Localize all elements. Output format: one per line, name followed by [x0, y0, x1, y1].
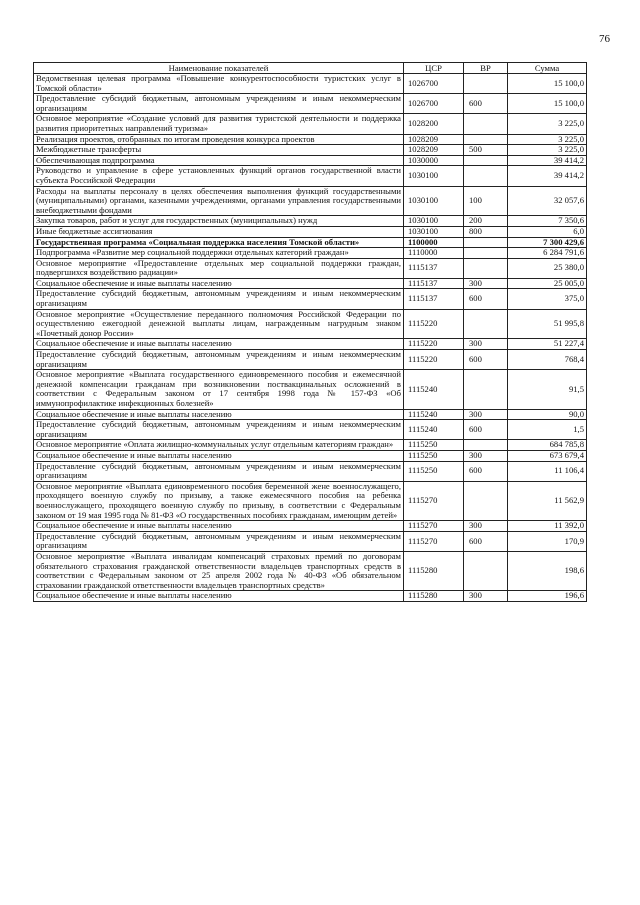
table-row — [34, 186, 587, 216]
cell-csr: 1030100 — [404, 226, 464, 237]
cell-csr: 1115240 — [404, 409, 464, 420]
budget-table — [33, 62, 587, 602]
cell-csr: 1115250 — [404, 450, 464, 461]
cell-name: Предоставление субсидий бюджетным, автономным учреждениям и иным некоммерческим организациям — [34, 289, 404, 309]
cell-name: Основное мероприятие «Осуществление переданного полномочия Российской Федерации по осуществлению ежегодной денежной выплаты лицам, награжденным нагрудным знаком «Почетный донор России» — [34, 309, 404, 339]
cell-sum: 3 225,0 — [508, 134, 587, 145]
cell-csr: 1115240 — [404, 420, 464, 440]
cell-vr: 800 — [464, 226, 508, 237]
table-row — [34, 481, 587, 520]
cell-sum: 375,0 — [508, 289, 587, 309]
table-row — [34, 216, 587, 227]
cell-sum: 11 562,9 — [508, 481, 587, 520]
cell-vr: 300 — [464, 591, 508, 602]
cell-sum: 11 392,0 — [508, 521, 587, 532]
table-header-row — [34, 63, 587, 74]
cell-csr: 1030100 — [404, 166, 464, 186]
cell-name: Предоставление субсидий бюджетным, автономным учреждениям и иным некоммерческим организациям — [34, 420, 404, 440]
cell-vr: 300 — [464, 339, 508, 350]
cell-name: Предоставление субсидий бюджетным, автономным учреждениям и иным некоммерческим организациям — [34, 350, 404, 370]
cell-sum: 768,4 — [508, 350, 587, 370]
cell-csr: 1115270 — [404, 521, 464, 532]
cell-sum: 673 679,4 — [508, 450, 587, 461]
cell-sum: 198,6 — [508, 551, 587, 590]
cell-vr: 200 — [464, 216, 508, 227]
cell-sum: 32 057,6 — [508, 186, 587, 216]
cell-csr: 1028209 — [404, 145, 464, 156]
cell-vr: 300 — [464, 521, 508, 532]
cell-vr — [464, 114, 508, 134]
table-row — [34, 350, 587, 370]
cell-sum: 1,5 — [508, 420, 587, 440]
cell-vr — [464, 166, 508, 186]
cell-name: Социальное обеспечение и иные выплаты населению — [34, 450, 404, 461]
cell-name: Реализация проектов, отобранных по итогам проведения конкурса проектов — [34, 134, 404, 145]
header-sum: Сумма — [508, 63, 587, 74]
cell-csr: 1115220 — [404, 339, 464, 350]
table-row — [34, 145, 587, 156]
cell-sum: 90,0 — [508, 409, 587, 420]
cell-sum: 6 284 791,6 — [508, 248, 587, 259]
table-row — [34, 461, 587, 481]
cell-sum: 7 300 429,6 — [508, 237, 587, 248]
cell-vr: 300 — [464, 409, 508, 420]
cell-name: Расходы на выплаты персоналу в целях обеспечения выполнения функций государственными (муниципальными) органами, казенными учреждениями, органами управления государственными внебюджетными фондами — [34, 186, 404, 216]
cell-csr: 1115270 — [404, 481, 464, 520]
cell-sum: 3 225,0 — [508, 114, 587, 134]
cell-name: Основное мероприятие «Выплата единовременного пособия беременной жене военнослужащего, проходящего военную службу по призыву, а также ежемесячного пособия на ребенка военнослужащего, проходящего военную службу по призыву, в соответствии с Федеральным законом от 19 мая 1995 года № 81-ФЗ «О государственных пособиях гражданам, имеющим детей» — [34, 481, 404, 520]
cell-vr: 500 — [464, 145, 508, 156]
cell-sum: 91,5 — [508, 370, 587, 409]
cell-sum: 25 005,0 — [508, 278, 587, 289]
cell-sum: 11 106,4 — [508, 461, 587, 481]
cell-csr: 1115280 — [404, 551, 464, 590]
cell-vr — [464, 258, 508, 278]
cell-name: Руководство и управление в сфере установленных функций органов государственной власти субъекта Российской Федерации — [34, 166, 404, 186]
cell-vr: 600 — [464, 94, 508, 114]
cell-name: Закупка товаров, работ и услуг для государственных (муниципальных) нужд — [34, 216, 404, 227]
table-row — [34, 248, 587, 259]
table-row — [34, 370, 587, 409]
cell-name: Предоставление субсидий бюджетным, автономным учреждениям и иным некоммерческим организациям — [34, 94, 404, 114]
cell-sum: 7 350,6 — [508, 216, 587, 227]
header-csr: ЦСР — [404, 63, 464, 74]
cell-csr: 1115137 — [404, 289, 464, 309]
table-row — [34, 289, 587, 309]
cell-name: Основное мероприятие «Выплата государственного единовременного пособия и ежемесячной денежной компенсации гражданам при возникновении поствакцинальных осложнений в соответствии с Федеральным законом от 17 сентября 1998 года № 157-ФЗ «Об иммунопрофилактике инфекционных болезней» — [34, 370, 404, 409]
header-vr: ВР — [464, 63, 508, 74]
cell-vr: 600 — [464, 420, 508, 440]
cell-vr — [464, 134, 508, 145]
table-row — [34, 155, 587, 166]
cell-name: Социальное обеспечение и иные выплаты населению — [34, 278, 404, 289]
cell-name: Основное мероприятие «Оплата жилищно-коммунальных услуг отдельным категориям граждан» — [34, 440, 404, 451]
cell-sum: 684 785,8 — [508, 440, 587, 451]
cell-sum: 39 414,2 — [508, 166, 587, 186]
cell-name: Основное мероприятие «Предоставление отдельных мер социальной поддержки граждан, подвергшихся воздействию радиации» — [34, 258, 404, 278]
cell-name: Межбюджетные трансферты — [34, 145, 404, 156]
cell-name: Основное мероприятие «Выплата инвалидам компенсаций страховых премий по договорам обязательного страхования гражданской ответственности владельцев транспортных средств в соответствии с Федеральным законом от 25 апреля 2002 года № 40-ФЗ «Об обязательном страховании гражданской ответственности владельцев транспортных средств» — [34, 551, 404, 590]
table-row — [34, 166, 587, 186]
cell-vr: 600 — [464, 531, 508, 551]
cell-csr: 1030000 — [404, 155, 464, 166]
cell-vr: 300 — [464, 278, 508, 289]
cell-vr — [464, 440, 508, 451]
table-row — [34, 440, 587, 451]
cell-sum: 25 380,0 — [508, 258, 587, 278]
table-row — [34, 531, 587, 551]
cell-csr: 1028209 — [404, 134, 464, 145]
cell-csr: 1026700 — [404, 74, 464, 94]
table-row — [34, 591, 587, 602]
cell-csr: 1115250 — [404, 461, 464, 481]
table-row — [34, 226, 587, 237]
header-name: Наименование показателей — [34, 63, 404, 74]
table-row — [34, 237, 587, 248]
table-row — [34, 339, 587, 350]
cell-csr: 1110000 — [404, 248, 464, 259]
cell-vr: 600 — [464, 350, 508, 370]
cell-sum: 51 227,4 — [508, 339, 587, 350]
page-number: 76 — [599, 33, 610, 45]
cell-name: Социальное обеспечение и иные выплаты населению — [34, 591, 404, 602]
cell-name: Предоставление субсидий бюджетным, автономным учреждениям и иным некоммерческим организациям — [34, 531, 404, 551]
table-row — [34, 278, 587, 289]
cell-sum: 3 225,0 — [508, 145, 587, 156]
cell-name: Социальное обеспечение и иные выплаты населению — [34, 339, 404, 350]
cell-name: Ведомственная целевая программа «Повышение конкурентоспособности туристских услуг в Томской области» — [34, 74, 404, 94]
cell-csr: 1028200 — [404, 114, 464, 134]
table-row — [34, 420, 587, 440]
cell-csr: 1100000 — [404, 237, 464, 248]
table-row — [34, 94, 587, 114]
cell-csr: 1115280 — [404, 591, 464, 602]
cell-csr: 1115220 — [404, 350, 464, 370]
table-row — [34, 134, 587, 145]
cell-vr — [464, 248, 508, 259]
cell-name: Социальное обеспечение и иные выплаты населению — [34, 409, 404, 420]
cell-vr: 600 — [464, 289, 508, 309]
cell-csr: 1030100 — [404, 216, 464, 227]
cell-sum: 196,6 — [508, 591, 587, 602]
table-row — [34, 551, 587, 590]
cell-name: Социальное обеспечение и иные выплаты населению — [34, 521, 404, 532]
cell-sum: 51 995,8 — [508, 309, 587, 339]
table-row — [34, 409, 587, 420]
cell-vr — [464, 155, 508, 166]
cell-csr: 1115137 — [404, 278, 464, 289]
table-row — [34, 521, 587, 532]
cell-name: Предоставление субсидий бюджетным, автономным учреждениям и иным некоммерческим организациям — [34, 461, 404, 481]
cell-vr: 100 — [464, 186, 508, 216]
cell-vr — [464, 370, 508, 409]
cell-csr: 1030100 — [404, 186, 464, 216]
cell-vr — [464, 237, 508, 248]
cell-vr — [464, 551, 508, 590]
table-body — [34, 74, 587, 602]
cell-csr: 1115240 — [404, 370, 464, 409]
cell-vr: 300 — [464, 450, 508, 461]
table-row — [34, 258, 587, 278]
cell-name: Обеспечивающая подпрограмма — [34, 155, 404, 166]
table-row — [34, 74, 587, 94]
cell-sum: 15 100,0 — [508, 74, 587, 94]
cell-vr — [464, 481, 508, 520]
cell-sum: 39 414,2 — [508, 155, 587, 166]
cell-sum: 170,9 — [508, 531, 587, 551]
cell-vr: 600 — [464, 461, 508, 481]
table-row — [34, 450, 587, 461]
cell-name: Подпрограмма «Развитие мер социальной поддержки отдельных категорий граждан» — [34, 248, 404, 259]
cell-name: Основное мероприятие «Создание условий для развития туристской деятельности и поддержка развития приоритетных направлений туризма» — [34, 114, 404, 134]
cell-sum: 15 100,0 — [508, 94, 587, 114]
cell-name: Государственная программа «Социальная поддержка населения Томской области» — [34, 237, 404, 248]
cell-csr: 1115137 — [404, 258, 464, 278]
cell-csr: 1115250 — [404, 440, 464, 451]
table-row — [34, 114, 587, 134]
cell-csr: 1115270 — [404, 531, 464, 551]
cell-vr — [464, 74, 508, 94]
cell-sum: 6,0 — [508, 226, 587, 237]
cell-csr: 1026700 — [404, 94, 464, 114]
cell-vr — [464, 309, 508, 339]
cell-csr: 1115220 — [404, 309, 464, 339]
table-row — [34, 309, 587, 339]
cell-name: Иные бюджетные ассигнования — [34, 226, 404, 237]
